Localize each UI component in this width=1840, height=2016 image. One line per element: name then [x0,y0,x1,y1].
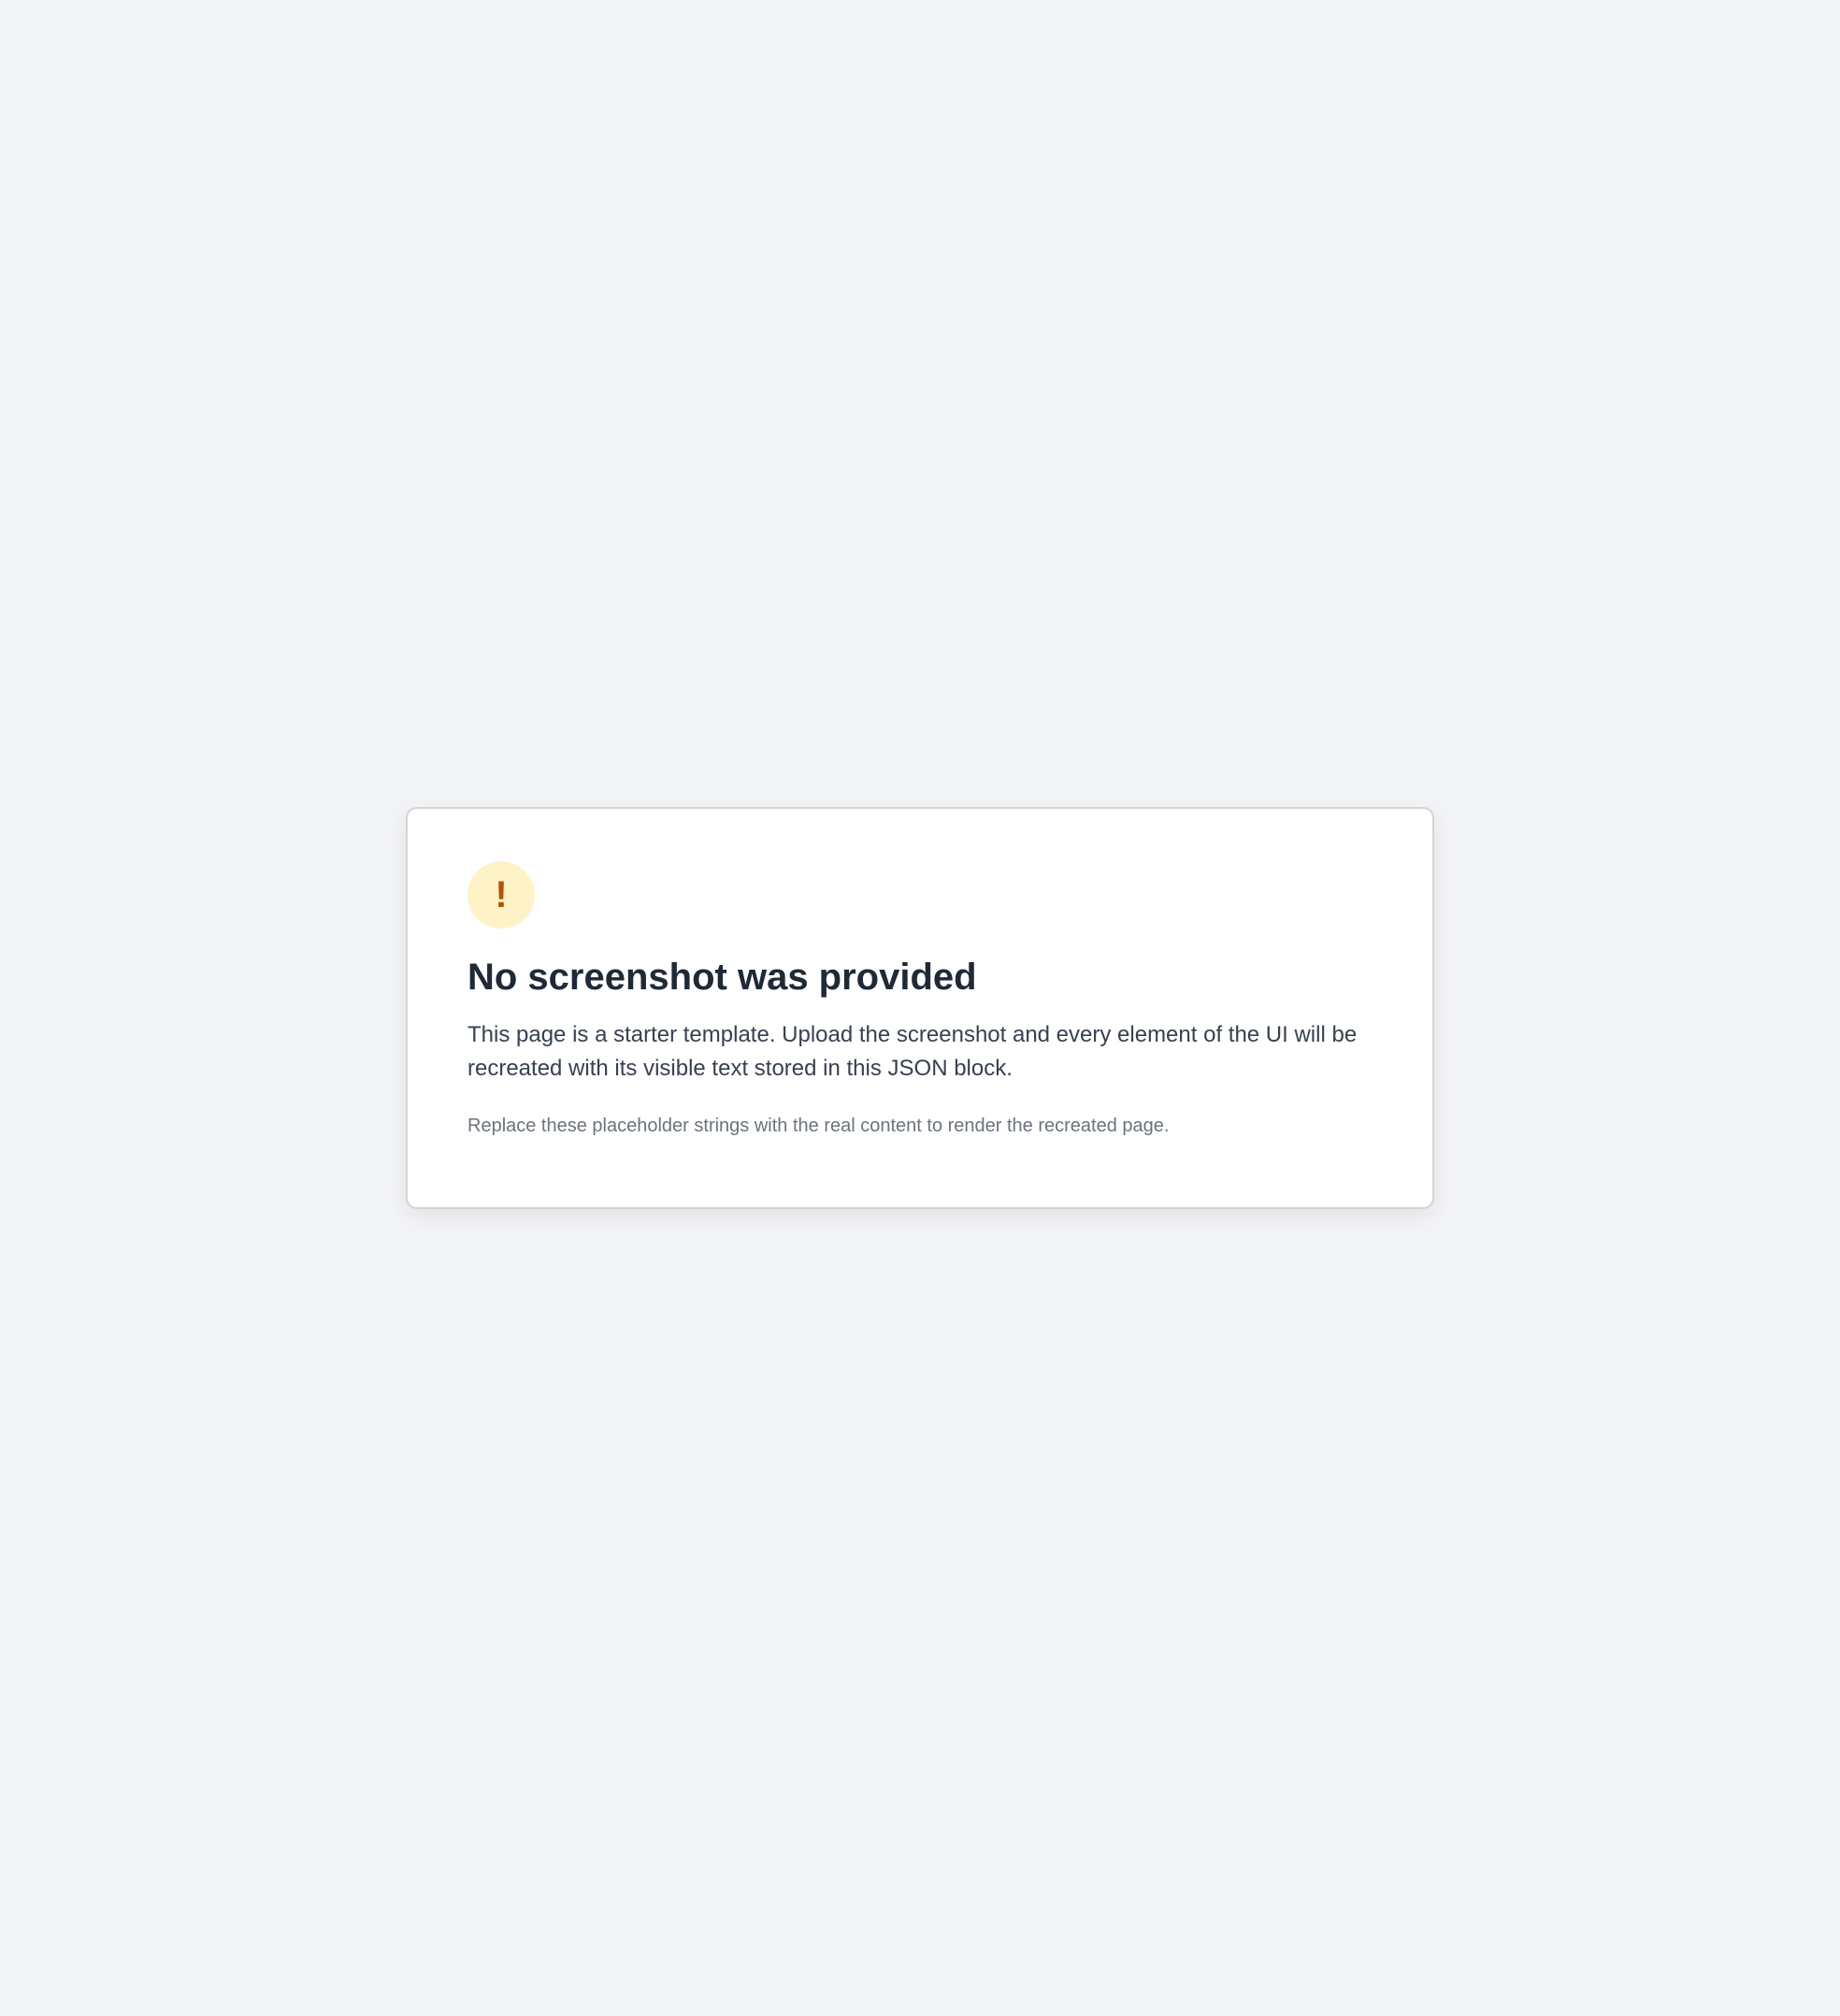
missing-image-notice [406,807,1434,1209]
notice-hint: Replace these placeholder strings with the real content to render the recreated page. [467,1116,1170,1136]
notice-message: This page is a starter template. Upload the screenshot and every element of the UI will be recreated with its visible text stored in this JSON block. [467,1022,1358,1081]
notice-title: No screenshot was provided [467,957,977,998]
warning-icon: ! [467,861,535,929]
